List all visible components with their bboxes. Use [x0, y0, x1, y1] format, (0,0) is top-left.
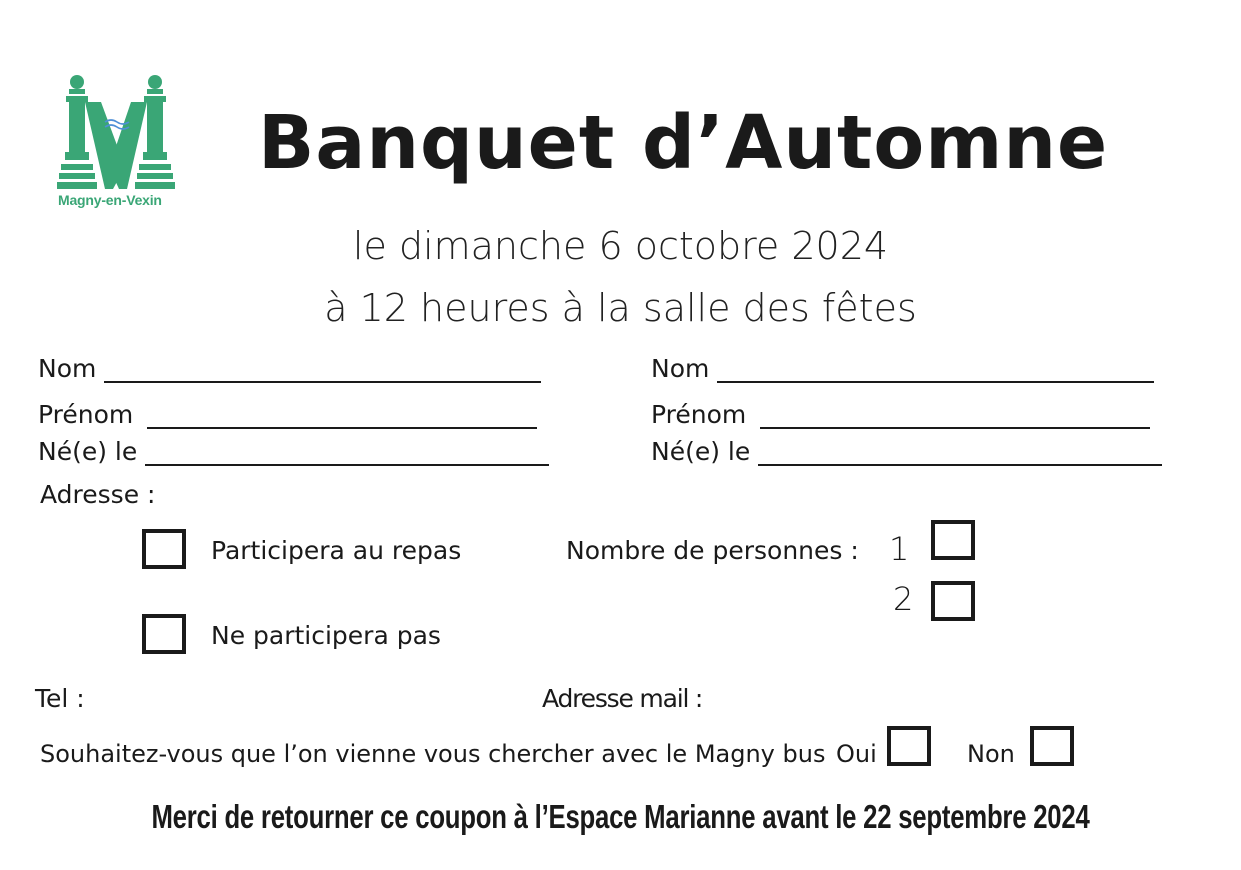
naissance-input-line[interactable]: [758, 442, 1162, 466]
non-label: Non: [967, 740, 1015, 768]
participera-label: Participera au repas: [211, 536, 462, 565]
option-1-label: 1: [889, 530, 910, 568]
nom-field-left[interactable]: [38, 354, 541, 383]
prenom-label: Prénom: [38, 400, 134, 429]
ne-participera-checkbox[interactable]: [142, 614, 186, 654]
mail-label: Adresse mail :: [542, 684, 703, 713]
personnes-1-checkbox[interactable]: [931, 520, 975, 560]
nombre-personnes-label: Nombre de personnes :: [566, 536, 859, 565]
nom-input-line[interactable]: [717, 359, 1154, 383]
nom-label: Nom: [651, 354, 710, 383]
participera-checkbox[interactable]: [142, 529, 186, 569]
option-2-label: 2: [893, 580, 914, 618]
prenom-label: Prénom: [651, 400, 747, 429]
nom-input-line[interactable]: [104, 359, 541, 383]
prenom-field-left[interactable]: [38, 400, 537, 429]
nom-label: Nom: [38, 354, 97, 383]
naissance-field-right[interactable]: [651, 437, 1162, 466]
logo-text: Magny-en-Vexin: [58, 192, 162, 208]
page-title: Banquet d’Automne: [258, 100, 1109, 186]
bus-question: Souhaitez-vous que l’on vienne vous chercher avec le Magny bus: [40, 740, 826, 768]
non-checkbox[interactable]: [1030, 726, 1074, 766]
event-location: à 12 heures à la salle des fêtes: [324, 286, 917, 330]
naissance-input-line[interactable]: [145, 442, 549, 466]
ne-participera-label: Ne participera pas: [211, 621, 441, 650]
prenom-input-line[interactable]: [760, 405, 1150, 429]
naissance-label: Né(e) le: [38, 437, 138, 466]
oui-checkbox[interactable]: [887, 726, 931, 766]
prenom-input-line[interactable]: [147, 405, 537, 429]
nom-field-right[interactable]: [651, 354, 1154, 383]
tel-label: Tel :: [35, 684, 85, 713]
prenom-field-right[interactable]: [651, 400, 1150, 429]
personnes-2-checkbox[interactable]: [931, 581, 975, 621]
naissance-label: Né(e) le: [651, 437, 751, 466]
naissance-field-left[interactable]: [38, 437, 549, 466]
adresse-label: Adresse :: [40, 480, 156, 509]
return-instructions: Merci de retourner ce coupon à l’Espace Marianne avant le 22 septembre 2024: [151, 798, 1090, 835]
event-date: le dimanche 6 octobre 2024: [352, 224, 889, 268]
magny-logo-icon: [55, 72, 180, 212]
oui-label: Oui: [836, 740, 877, 768]
